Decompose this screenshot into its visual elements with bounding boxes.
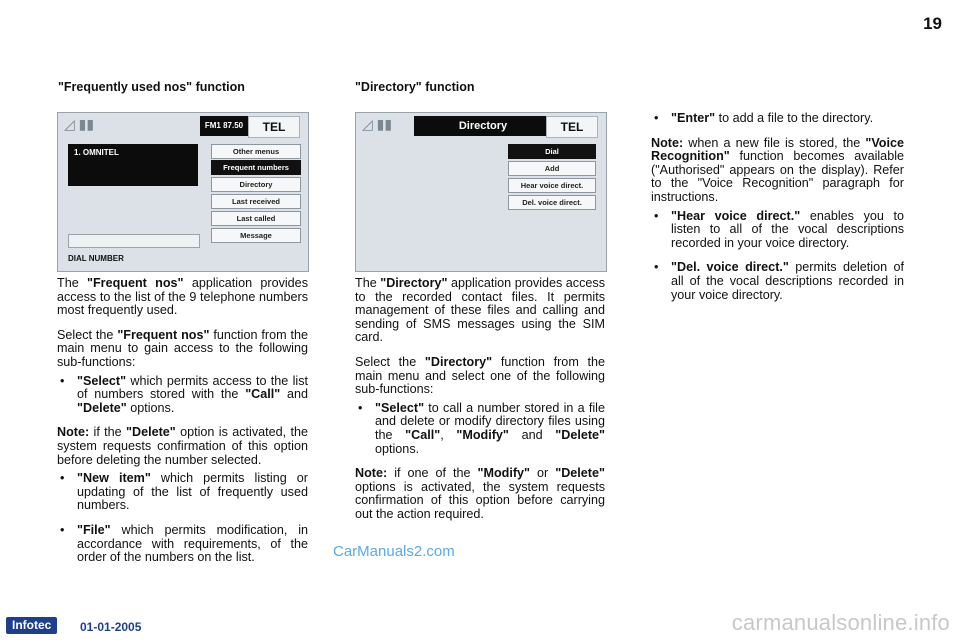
page-number: 19 — [923, 14, 942, 33]
middle-column-text — [355, 277, 605, 527]
frequent-numbers-screen — [57, 112, 309, 272]
menu-frequent-numbers[interactable]: Frequent numbers — [211, 160, 301, 175]
directory-heading: "Directory" function — [355, 80, 475, 94]
watermark: CarManuals2.com — [333, 543, 455, 560]
menu-message[interactable]: Message — [211, 228, 301, 243]
modify-delete-note: Note: if one of the "Modify" or "Delete" options is activated, the system requests confirmation of this option before carrying out the action required. — [355, 466, 605, 521]
voice-recognition-note: Note: when a new file is stored, the "Voice Recognition" function becomes available ("Authorised" appears on the display). Refer to the "Voice Recognition" paragraph for instructions. — [651, 135, 904, 204]
screen-topbar — [356, 113, 606, 139]
directory-select: Select the "Directory" function from the main menu and select one of the following sub-functions: — [355, 354, 605, 397]
site-watermark: carmanualsonline.info — [731, 610, 950, 635]
directory-title: Directory — [414, 116, 552, 136]
tel-tab[interactable]: TEL — [248, 116, 300, 138]
directory-intro: The "Directory" application provides access to the recorded contact files. It permits management of these files and calling and sending of SMS messages using the SIM card. — [355, 276, 606, 345]
bullet-enter: • "Enter" to add a file to the directory. — [651, 112, 904, 126]
menu-last-called[interactable]: Last called — [211, 211, 301, 226]
menu-del-voice-direct[interactable]: Del. voice direct. — [508, 195, 596, 210]
bullet-select: • "Select" which permits access to the list of numbers stored with the "Call" and "Delete" options. — [57, 375, 308, 416]
directory-screen — [355, 112, 607, 272]
bullet-hear-voice: • "Hear voice direct." enables you to listen to all of the vocal descriptions recorded in your voice directory. — [651, 210, 904, 251]
menu-dial[interactable]: Dial — [508, 144, 596, 159]
bullet-new-item: • "New item" which permits listing or updating of the list of frequently used numbers. — [57, 472, 308, 513]
frequent-intro: The "Frequent nos" application provides access to the list of the 9 telephone numbers most frequently used. — [57, 276, 308, 318]
signal-icon: ◿ ▮▮ — [362, 116, 393, 132]
dial-number-field[interactable] — [68, 234, 200, 248]
menu-last-received[interactable]: Last received — [211, 194, 301, 209]
selected-entry-box — [68, 144, 198, 186]
tel-tab[interactable]: TEL — [546, 116, 598, 138]
bullet-del-voice: • "Del. voice direct." permits deletion of all of the vocal descriptions recorded in your voice directory. — [651, 261, 904, 302]
menu-directory[interactable]: Directory — [211, 177, 301, 192]
right-column-text — [651, 112, 904, 313]
screen-topbar — [58, 113, 308, 139]
left-column-text — [57, 277, 308, 576]
bullet-file: • "File" which permits modification, in accordance with requirements, of the order of the numbers on the list. — [57, 524, 308, 565]
menu-other-menus[interactable]: Other menus — [211, 144, 301, 159]
infotec-logo: Infotec — [6, 617, 57, 634]
delete-note: Note: if the "Delete" option is activated, the system requests confirmation of this option before deleting the number selected. — [57, 425, 308, 467]
radio-tag: FM1 87.50 — [200, 116, 248, 136]
frequent-select: Select the "Frequent nos" function from the main menu to gain access to the following sub-functions: — [57, 327, 308, 369]
bullet-directory-select: • "Select" to call a number stored in a file and delete or modify directory files using the "Call", "Modify" and "Delete" options. — [355, 402, 605, 456]
menu-hear-voice-direct[interactable]: Hear voice direct. — [508, 178, 596, 193]
signal-icon: ◿ ▮▮ — [64, 116, 95, 132]
footer-date: 01-01-2005 — [80, 620, 142, 634]
selected-entry: 1. OMNITEL — [74, 148, 119, 157]
menu-add[interactable]: Add — [508, 161, 596, 176]
frequent-nos-heading: "Frequently used nos" function — [58, 80, 245, 94]
dial-number-label: DIAL NUMBER — [68, 254, 124, 263]
